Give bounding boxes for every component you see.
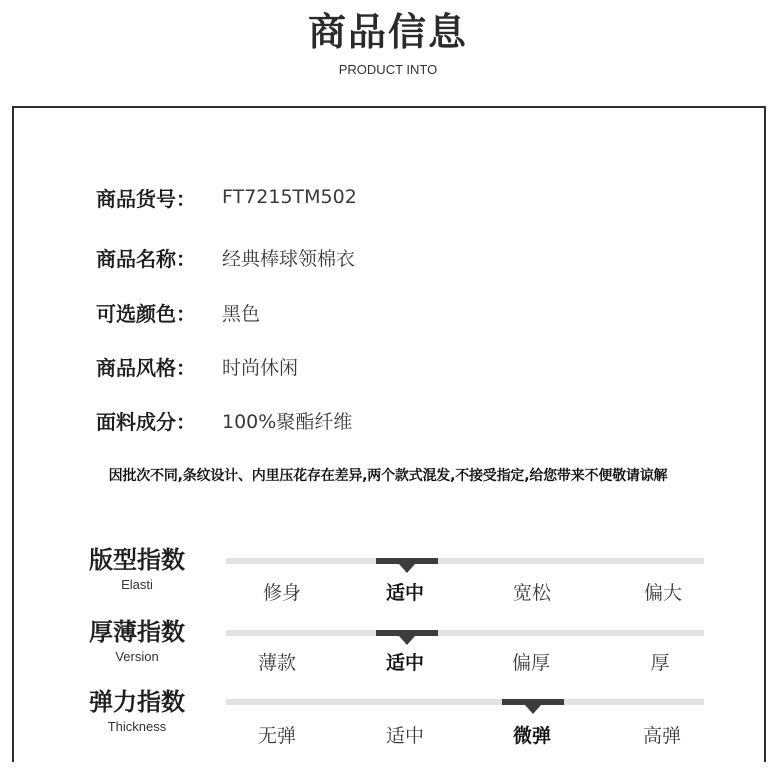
marker-pointer-icon xyxy=(399,636,415,645)
metric-track xyxy=(226,558,704,564)
metric-option-selected: 适中 xyxy=(385,652,424,674)
metric-option: 无弹 xyxy=(257,725,296,747)
metric-option-selected: 适中 xyxy=(385,582,424,604)
metric-option: 偏厚 xyxy=(511,652,550,674)
metric-name-en: Thickness xyxy=(107,719,167,734)
info-value: 时尚休闲 xyxy=(222,356,299,379)
info-label: 可选颜色： xyxy=(96,301,196,326)
info-label: 商品名称： xyxy=(96,246,196,271)
marker-pointer-icon xyxy=(399,564,415,573)
info-value: 100%聚酯纤维 xyxy=(222,410,353,433)
info-row-style xyxy=(96,351,298,381)
info-row-fabric xyxy=(96,405,352,435)
metric-option: 适中 xyxy=(385,725,424,747)
metric-option: 偏大 xyxy=(643,582,682,604)
info-value: FT7215TM502 xyxy=(222,186,357,208)
info-label: 面料成分： xyxy=(96,409,196,434)
metric-name: 厚薄指数 xyxy=(89,618,185,646)
metric-elasticity xyxy=(0,687,776,757)
metric-fit xyxy=(0,545,776,615)
info-row-name xyxy=(96,242,355,272)
metric-name: 版型指数 xyxy=(89,546,185,574)
metric-name-en: Version xyxy=(115,649,159,664)
metric-track xyxy=(226,699,704,705)
page-title: 商品信息 xyxy=(307,10,468,54)
info-label: 商品货号： xyxy=(96,186,196,211)
info-row-sku xyxy=(96,182,357,212)
metric-name: 弹力指数 xyxy=(89,688,185,716)
info-value: 经典棒球领棉衣 xyxy=(222,247,356,270)
metric-track xyxy=(226,630,704,636)
info-row-color xyxy=(96,297,260,327)
page-subtitle: PRODUCT INTO xyxy=(338,62,438,77)
metric-option: 厚 xyxy=(650,652,670,674)
metric-option: 薄款 xyxy=(257,652,296,674)
marker-pointer-icon xyxy=(525,705,541,714)
metric-thickness xyxy=(0,617,776,687)
metric-option: 宽松 xyxy=(512,582,551,604)
metric-option-selected: 微弹 xyxy=(512,725,551,747)
metric-option: 高弹 xyxy=(642,725,681,747)
metric-name-en: Elasti xyxy=(121,577,153,592)
info-value: 黑色 xyxy=(222,302,261,325)
notice-text: 因批次不同,条纹设计、内里压花存在差异,两个款式混发,不接受指定,给您带来不便敬请谅解 xyxy=(108,468,668,484)
metric-option: 修身 xyxy=(262,582,301,604)
info-label: 商品风格： xyxy=(96,355,196,380)
